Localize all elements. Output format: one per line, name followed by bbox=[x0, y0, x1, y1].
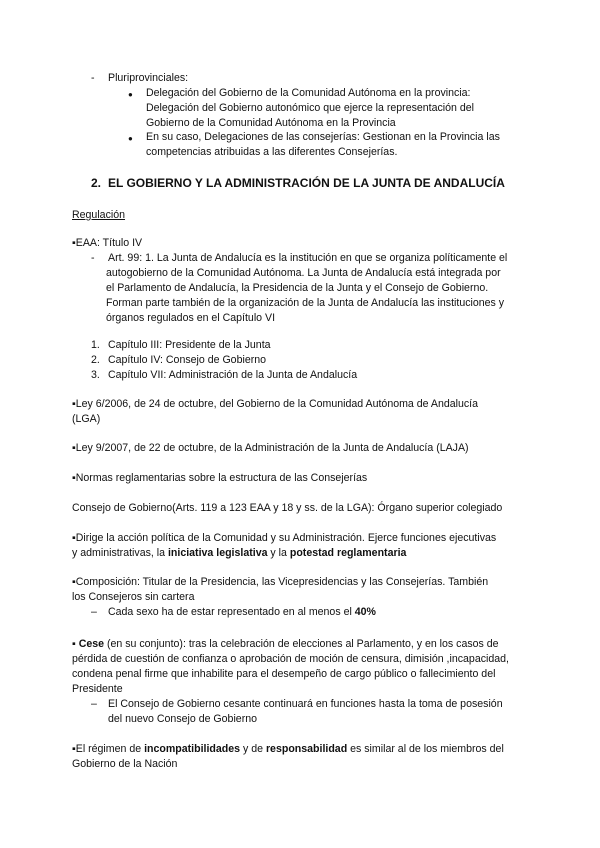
cese-dash: – bbox=[91, 698, 97, 710]
capitulo-num-3: 3. bbox=[91, 369, 100, 381]
capitulo-text-3: Capítulo VII: Administración de la Junta de Andalucía bbox=[108, 369, 358, 381]
composicion-line-2: los Consejeros sin cartera bbox=[72, 591, 195, 603]
capitulo-num-1: 1. bbox=[91, 339, 100, 351]
art-line-1: Art. 99: 1. La Junta de Andalucía es la institución en que se organiza políticamente el bbox=[108, 252, 508, 264]
pluri-dash: - bbox=[91, 72, 95, 84]
ley6-line-2: (LGA) bbox=[72, 413, 101, 425]
pluri-item-1-line-2: Delegación del Gobierno autonómico que ejerce la representación del bbox=[146, 102, 475, 114]
pluri-item-1-line-3: Gobierno de la Comunidad Autónoma en la Provincia bbox=[146, 117, 396, 129]
dirige-line-1: ▪Dirige la acción política de la Comunidad y su Administración. Ejerce funciones ejecutivas bbox=[72, 532, 497, 544]
regimen-line-1: ▪El régimen de incompatibilidades y de responsabilidad es similar al de los miembros del bbox=[72, 743, 504, 755]
consejo-intro: Consejo de Gobierno(Arts. 119 a 123 EAA y 18 y ss. de la LGA): Órgano superior colegiado bbox=[72, 502, 503, 514]
pluri-label: Pluriprovinciales: bbox=[108, 72, 189, 84]
pluri-item-2-line-2: competencias atribuidas a las diferentes Consejerías. bbox=[146, 146, 398, 158]
capitulo-text-1: Capítulo III: Presidente de la Junta bbox=[108, 339, 271, 351]
pluri-item-1-line-1: Delegación del Gobierno de la Comunidad Autónoma en la provincia: bbox=[146, 87, 471, 99]
cese-line-4: Presidente bbox=[72, 683, 123, 695]
pluri-item-2-line-1: En su caso, Delegaciones de las consejerías: Gestionan en la Provincia las bbox=[146, 131, 500, 143]
composicion-dash: – bbox=[91, 606, 97, 618]
composicion-line-1: ▪Composición: Titular de la Presidencia, las Vicepresidencias y las Consejerías. También bbox=[72, 576, 489, 588]
art-dash: - bbox=[91, 252, 95, 264]
dirige-line-2: y administrativas, la iniciativa legislativa y la potestad reglamentaria bbox=[72, 547, 407, 559]
cese-sub-line-1: El Consejo de Gobierno cesante continuará en funciones hasta la toma de posesión bbox=[108, 698, 503, 710]
cese-line-3: condena penal firme que inhabilite para el desempeño de cargo público o fallecimiento del bbox=[72, 668, 496, 680]
art-line-4: Forman parte también de la organización de la Junta de Andalucía las instituciones y bbox=[106, 297, 505, 309]
bullet-icon: ● bbox=[128, 134, 133, 143]
eaa-line: ▪EAA: Título IV bbox=[72, 237, 143, 249]
art-line-5: órganos regulados en el Capítulo VI bbox=[106, 312, 276, 324]
cese-sub-line-2: del nuevo Consejo de Gobierno bbox=[108, 713, 258, 725]
composicion-sub: Cada sexo ha de estar representado en al menos el 40% bbox=[108, 606, 376, 618]
capitulo-num-2: 2. bbox=[91, 354, 100, 366]
section-title: EL GOBIERNO Y LA ADMINISTRACIÓN DE LA JUNTA DE ANDALUCÍA bbox=[108, 176, 505, 190]
art-line-2: autogobierno de la Comunidad Autónoma. La Junta de Andalucía está integrada por bbox=[106, 267, 501, 279]
regulacion-title: Regulación bbox=[72, 209, 126, 221]
art-line-3: el Parlamento de Andalucía, la Presidencia de la Junta y el Consejo de Gobierno. bbox=[106, 282, 489, 294]
bullet-icon: ● bbox=[128, 90, 133, 99]
cese-line-1: ▪ Cese (en su conjunto): tras la celebración de elecciones al Parlamento, y en los casos de bbox=[72, 638, 499, 650]
normas-line: ▪Normas reglamentarias sobre la estructura de las Consejerías bbox=[72, 472, 368, 484]
regimen-line-2: Gobierno de la Nación bbox=[72, 758, 178, 770]
ley9-line: ▪Ley 9/2007, de 22 de octubre, de la Administración de la Junta de Andalucía (LAJA) bbox=[72, 442, 469, 454]
ley6-line-1: ▪Ley 6/2006, de 24 de octubre, del Gobierno de la Comunidad Autónoma de Andalucía bbox=[72, 398, 479, 410]
capitulo-text-2: Capítulo IV: Consejo de Gobierno bbox=[108, 354, 267, 366]
section-number: 2. bbox=[91, 176, 102, 190]
cese-line-2: pérdida de cuestión de confianza o aprobación de moción de censura, dimisión ,incapacidad, bbox=[72, 653, 509, 665]
